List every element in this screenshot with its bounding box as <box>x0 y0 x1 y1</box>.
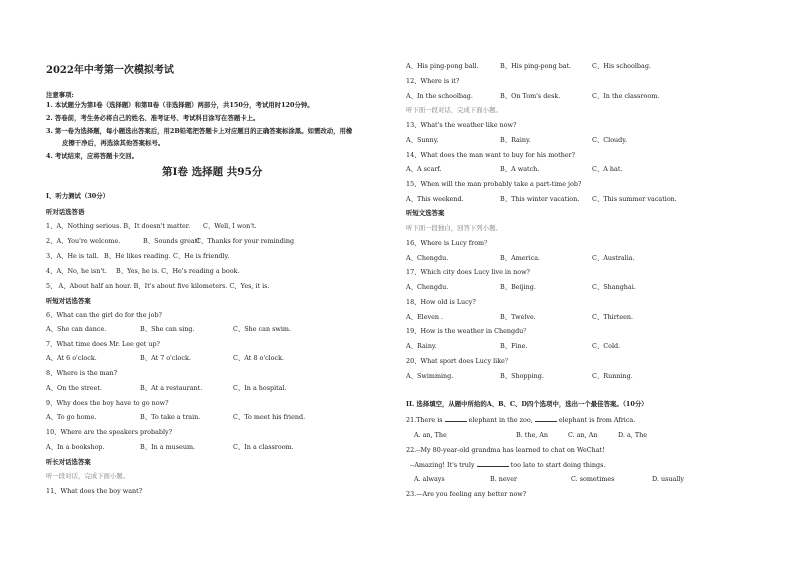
q13-option-a: A、Sunny. <box>406 136 439 144</box>
q18-option-c: C、Thirteen. <box>592 313 634 321</box>
q21-question <box>406 416 635 424</box>
subheading-3-note: 听一段对话，完成下面小题。 <box>46 472 130 480</box>
q3-option-a: 3、A、He is tall. <box>46 252 99 260</box>
part2-title: II. 选择填空，从题中所给的A、B、C、D四个选项中，选出一个最佳答案。（10分） <box>406 400 648 408</box>
q21-text-post: elephant is from Africa. <box>558 416 636 424</box>
q21-option-a: A. an, The <box>414 431 447 439</box>
subheading-4-note: 听下面一段独白，回答下列小题。 <box>406 224 502 232</box>
subheading-4: 听短文选答案 <box>406 209 445 217</box>
note-1: 1. 本试题分为第Ⅰ卷（选择题）和第Ⅱ卷（非选择题）两部分，共150分，考试用时120分钟。 <box>46 101 314 109</box>
q8-option-c: C、In a hospital. <box>233 384 287 392</box>
listening-note-2: 听下面一段对话，完成下面小题。 <box>406 106 502 114</box>
q4-option-a: 4、A、No, he isn't. <box>46 267 107 275</box>
q8-question: 8、Where is the man? <box>46 369 118 377</box>
q11-option-b: B、His ping-pong bat. <box>500 62 572 70</box>
q19-option-c: C、Cold. <box>592 342 621 350</box>
q1-option-c: C、Well, I won't. <box>203 222 257 230</box>
q10-option-c: C、In a classroom. <box>233 443 294 451</box>
q2-option-b: B、Sounds great! <box>143 237 200 245</box>
q15-option-b: B、This winter vacation. <box>500 195 580 203</box>
q22-option-a: A. always <box>414 475 445 483</box>
q6-option-a: A、She can dance. <box>46 325 107 333</box>
q21-text-pre: 21.There is <box>406 416 443 424</box>
q9-question: 9、Why does the boy have to go now? <box>46 399 169 407</box>
q22-option-d: D. usually <box>652 475 684 483</box>
q19-option-a: A、Rainy. <box>406 342 437 350</box>
q6-option-b: B、She can sing. <box>140 325 195 333</box>
note-3: 3. 第一卷为选择题，每小题选出答案后，用2B铅笔把答题卡上对应题目的正确答案标涂黑。如需改动，用橡 <box>46 127 353 135</box>
q19-question: 19、How is the weather in Chengdu？ <box>406 327 530 335</box>
q7-option-a: A、At 6 o'clock. <box>46 354 97 362</box>
q20-question: 20、What sport does Lucy like？ <box>406 357 512 365</box>
q12-option-b: B、On Tom's desk. <box>500 92 561 100</box>
q22-question: 22.--My 80-year-old grandma has learned to chat on WeChat! <box>406 446 605 454</box>
subheading-3: 听长对话选答案 <box>46 458 91 466</box>
subheading-1: 听对话选答语 <box>46 208 85 216</box>
q2-option-c: C、Thanks for your reminding <box>196 237 295 245</box>
q7-option-c: C、At 8 o'clock. <box>233 354 285 362</box>
q10-option-b: B、In a museum. <box>140 443 196 451</box>
q21-blank-2 <box>535 421 557 422</box>
q8-option-b: B、At a restaurant. <box>140 384 203 392</box>
q22-text-post: too late to start doing things. <box>510 461 606 469</box>
q15-option-a: A、This weekend. <box>406 195 464 203</box>
q20-option-c: C、Running. <box>592 372 633 380</box>
q7-question: 7、What time does Mr. Lee get up? <box>46 340 160 348</box>
q17-question: 17、Which city does Lucy live in now? <box>406 268 530 276</box>
q21-option-c: C. an, An <box>568 431 598 439</box>
q9-option-b: B、To take a train. <box>140 413 201 421</box>
q16-option-a: A、Chengdu. <box>406 254 449 262</box>
q9-option-a: A、To go home. <box>46 413 97 421</box>
q19-option-b: B、Fine. <box>500 342 528 350</box>
q16-option-c: C、Australia. <box>592 254 635 262</box>
q16-question: 16、Where is Lucy from？ <box>406 239 491 247</box>
q18-option-b: B、Twelve. <box>500 313 536 321</box>
q23-question: 23.—Are you feeling any better now? <box>406 490 527 498</box>
q21-option-d: D. a, The <box>618 431 647 439</box>
q17-option-a: A、Chengdu. <box>406 283 449 291</box>
subheading-2: 听短对话选答案 <box>46 297 91 305</box>
q15-question: 15、When will the man probably take a part-time job? <box>406 180 582 188</box>
q12-option-a: A、In the schoolbag. <box>406 92 473 100</box>
q6-option-c: C、She can swim. <box>233 325 292 333</box>
q3-option-b: B、He likes reading. <box>104 252 171 260</box>
q20-option-a: A、Swimming. <box>406 372 454 380</box>
q22-text-pre: --Amazing! It's truly <box>410 461 475 469</box>
q13-option-b: B、Rainy. <box>500 136 531 144</box>
part1-title: Ⅰ、听力测试（30分） <box>46 192 110 200</box>
exam-title: 2022年中考第一次模拟考试 <box>46 65 174 76</box>
q22-option-c: C. sometimes <box>571 475 615 483</box>
q18-option-a: A、Eleven . <box>406 313 444 321</box>
q1-options: 1、A、Nothing serious. B、It doesn't matter. <box>46 222 191 230</box>
q11-question: 11、What does the boy want? <box>46 487 143 495</box>
q5-options: 5、 A、About half an hour. B、It's about five kilometers. C、Yes, it is. <box>46 282 270 290</box>
q22-blank <box>477 466 509 467</box>
q21-text-mid: elephant in the zoo, <box>468 416 533 424</box>
q8-option-a: A、On the street. <box>46 384 102 392</box>
q9-option-c: C、To meet his friend. <box>233 413 306 421</box>
q4-option-bc: B、Yes, he is. C、He's reading a book. <box>116 267 240 275</box>
q20-option-b: B、Shopping. <box>500 372 544 380</box>
q14-option-b: B、A watch. <box>500 165 540 173</box>
q14-option-a: A、A scarf. <box>406 165 442 173</box>
q15-option-c: C、This summer vacation. <box>592 195 677 203</box>
note-2: 2. 答卷前，考生务必将自己的姓名、准考证号、考试科目涂写在答题卡上。 <box>46 114 260 122</box>
q22-reply <box>410 461 605 469</box>
q22-option-b: B. never <box>490 475 518 483</box>
note-4: 4. 考试结束，应将答题卡交回。 <box>46 152 138 160</box>
q17-option-c: C、Shanghai. <box>592 283 636 291</box>
q21-option-b: B. the, An <box>516 431 549 439</box>
q16-option-b: B、America. <box>500 254 541 262</box>
q6-question: 6、What can the girl do for the job? <box>46 311 162 319</box>
q12-question: 12、Where is it? <box>406 77 460 85</box>
q13-question: 13、What's the weather like now? <box>406 121 517 129</box>
q3-option-c: C、He is friendly. <box>173 252 230 260</box>
q12-option-c: C、In the classroom. <box>592 92 660 100</box>
q11-option-a: A、His ping-pong ball. <box>406 62 479 70</box>
q21-blank-1 <box>445 421 467 422</box>
q18-question: 18、How old is Lucy? <box>406 298 476 306</box>
q17-option-b: B、Beijing. <box>500 283 536 291</box>
q11-option-c: C、His schoolbag. <box>592 62 651 70</box>
q2-option-a: 2、A、You're welcome. <box>46 237 121 245</box>
q10-question: 10、Where are the speakers probably? <box>46 428 173 436</box>
q13-option-c: C、Cloudy. <box>592 136 628 144</box>
note-3-cont: 皮擦干净后，再选涂其他答案标号。 <box>62 139 165 147</box>
q10-option-a: A、In a bookshop. <box>46 443 105 451</box>
notes-header: 注意事项: <box>46 91 74 99</box>
q7-option-b: B、At 7 o'clock. <box>140 354 191 362</box>
section1-title: 第Ⅰ卷 选择题 共95分 <box>162 166 263 178</box>
q14-option-c: C、A hat. <box>592 165 623 173</box>
q14-question: 14、What does the man want to buy for his mother? <box>406 151 576 159</box>
